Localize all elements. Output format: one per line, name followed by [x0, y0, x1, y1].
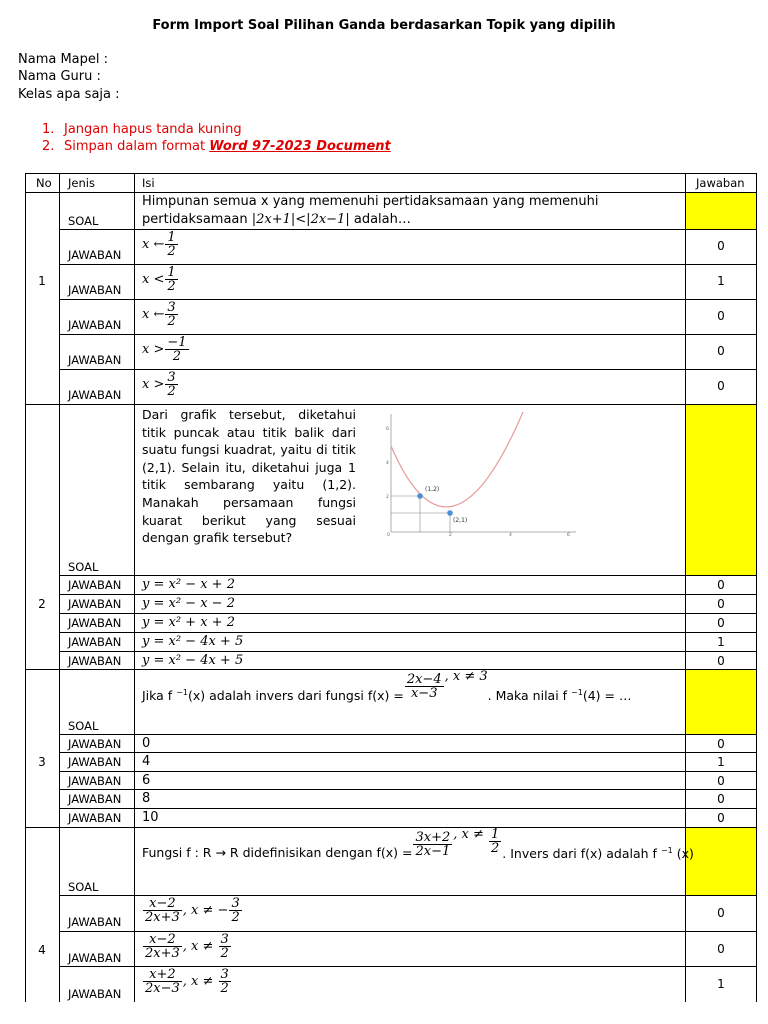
q1-a1-label: JAWABAN: [68, 248, 122, 262]
q3-a3-value[interactable]: 0: [717, 774, 725, 788]
answer-key-cell-1[interactable]: [686, 193, 756, 230]
q3-a2-label: JAWABAN: [68, 755, 122, 769]
q4-a1-den: 2x+3: [145, 910, 180, 925]
q3-condition: , x ≠ 3: [444, 669, 488, 684]
q3-a3-text: 6: [142, 773, 151, 788]
q4-cond-num: 1: [491, 827, 500, 842]
header-jenis: Jenis: [68, 176, 95, 190]
q1-a3-frac: [165, 301, 177, 328]
form-title: Form Import Soal Pilihan Ganda berdasarkan Topik yang dipilih: [152, 18, 616, 33]
q3-a4-label: JAWABAN: [68, 792, 122, 806]
q1-a5-expr: [142, 371, 179, 398]
q4-cond-fraction: [489, 828, 501, 855]
nama-guru-label: Nama Guru :: [18, 69, 101, 84]
q4-a1-value[interactable]: 0: [717, 906, 725, 920]
q1-a1-frac: [165, 231, 177, 258]
q2-a5-expr: y = x² − 4x + 5: [142, 653, 244, 668]
q4-a3-cden: 2: [220, 981, 229, 996]
q4-a3-den: 2x−3: [145, 981, 180, 996]
q1-a3-num: 3: [167, 300, 176, 315]
q2-a2-expr: y = x² − x − 2: [142, 596, 235, 611]
q1-a4-num: −1: [167, 335, 187, 350]
q4-a3-label: JAWABAN: [68, 987, 122, 1001]
q3-soal-pre: Jika f: [142, 688, 177, 704]
q2-a3-value[interactable]: 0: [717, 616, 725, 630]
q4-cond-pre: , x ≠: [453, 827, 489, 842]
instruction-1-number: 1.: [42, 122, 55, 137]
graph-x-tick-2: 2: [449, 533, 452, 538]
q2-a1-label: JAWABAN: [68, 578, 122, 592]
q1-soal-line1: Himpunan semua x yang memenuhi pertidaksamaan yang memenuhi: [142, 194, 599, 209]
q2-a3-label: JAWABAN: [68, 616, 122, 630]
q1-a1-pre: x ←: [142, 237, 165, 252]
q1-soal-expression: |2x+1|<|2x−1|: [251, 212, 350, 227]
q4-function-fraction: [413, 831, 452, 858]
q4-a2-expr: [142, 933, 232, 960]
q1-a2-label: JAWABAN: [68, 283, 122, 297]
q3-soal-post-wrap: [488, 686, 632, 703]
q2-a5-value[interactable]: 0: [717, 654, 725, 668]
q1-a2-expr: [142, 266, 179, 293]
q4-soal-post-sup: −1: [660, 846, 673, 855]
q4-a3-frac: [143, 968, 182, 995]
q4-a2-cnum: 3: [220, 932, 229, 947]
q3-a3-label: JAWABAN: [68, 774, 122, 788]
word-format-link: Word 97-2023 Document: [209, 139, 391, 154]
q3-a1-value[interactable]: 0: [717, 737, 725, 751]
q2-soal-label: SOAL: [68, 560, 99, 574]
q3-soal-mid: (x) adalah invers dari fungsi f(x) =: [187, 688, 404, 704]
graph-point-1-2: [417, 493, 423, 499]
q3-a1-label: JAWABAN: [68, 737, 122, 751]
q1-soal-line2-post: adalah…: [349, 212, 411, 227]
q1-a4-den: 2: [165, 349, 188, 363]
q4-a2-num: x−2: [149, 932, 176, 947]
answer-key-cell-2[interactable]: [686, 405, 756, 575]
q2-a1-value[interactable]: 0: [717, 578, 725, 592]
q4-a1-cden: 2: [231, 910, 240, 925]
q4-a3-expr: [142, 968, 232, 995]
q1-a5-frac: [165, 371, 177, 398]
q1-a3-den: 2: [167, 314, 176, 329]
q4-a1-expr: [142, 897, 243, 924]
instruction-2-text: Simpan dalam format: [64, 139, 210, 154]
q1-a4-value[interactable]: 0: [717, 344, 725, 358]
q3-a5-label: JAWABAN: [68, 811, 122, 825]
q2-soal-text: Dari grafik tersebut, diketahui titik puncak atau titik balik dari suatu fungsi kuadrat, yaitu di titik (2,1). Selain itu, diketahui juga 1 titik sembarang yaitu (1,2). Manakah persamaan fungsi kuarat berikut yang sesuai dengan grafik tersebut?: [142, 407, 356, 546]
q1-a2-frac: [165, 266, 177, 293]
q2-a2-label: JAWABAN: [68, 597, 122, 611]
q4-soal-text: [142, 828, 694, 861]
q4-a1-cnum: 3: [231, 896, 240, 911]
q3-a4-text: 8: [142, 791, 151, 806]
q3-a5-value[interactable]: 0: [717, 811, 725, 825]
q4-a3-value[interactable]: 1: [717, 977, 725, 991]
q1-a3-label: JAWABAN: [68, 318, 122, 332]
q2-a3-expr: y = x² + x + 2: [142, 615, 235, 630]
q4-a3-num: x+2: [149, 967, 176, 982]
q1-soal-line2-pre: pertidaksamaan: [142, 212, 252, 227]
q1-a1-den: 2: [167, 244, 176, 259]
question-4-number: 4: [38, 943, 46, 957]
q4-soal-pre: Fungsi f : R → R didefinisikan dengan f(x) =: [142, 844, 413, 860]
q4-soal-post: (x): [672, 846, 694, 862]
q1-a2-value[interactable]: 1: [717, 274, 725, 288]
q4-a3-cond: , x ≠: [182, 974, 218, 989]
q1-a5-label: JAWABAN: [68, 388, 122, 402]
q4-a2-cond: , x ≠: [182, 939, 218, 954]
header-no: No: [36, 176, 52, 190]
q2-a4-label: JAWABAN: [68, 635, 122, 649]
q3-a4-value[interactable]: 0: [717, 792, 725, 806]
q1-a1-num: 1: [167, 230, 176, 245]
q1-soal-line2: [142, 211, 411, 228]
q1-a3-expr: [142, 301, 179, 328]
q3-function-fraction: [405, 673, 444, 700]
graph-label-1-2: (1,2): [425, 486, 440, 493]
q3-soal-pre-wrap: [142, 686, 404, 703]
header-isi: Isi: [142, 176, 155, 190]
q3-soal-sup: −1: [176, 688, 188, 697]
graph-y-tick-2: 2: [386, 495, 389, 500]
answer-key-cell-3[interactable]: [686, 670, 756, 734]
q4-a2-cond-frac: [219, 933, 231, 960]
nama-mapel-label: Nama Mapel :: [18, 52, 109, 67]
q3-soal-post-sup: −1: [571, 688, 583, 697]
graph-point-2-1: [447, 510, 453, 516]
q2-a5-label: JAWABAN: [68, 654, 122, 668]
q1-a4-pre: x >: [142, 342, 165, 357]
q3-soal-text: [142, 670, 631, 703]
q3-soal-post-pre: . Maka nilai f: [487, 688, 572, 704]
q4-cond-den: 2: [491, 841, 500, 856]
q2-a4-value[interactable]: 1: [717, 635, 725, 649]
q1-a5-num: 3: [167, 370, 176, 385]
q1-a5-value[interactable]: 0: [717, 379, 725, 393]
answer-key-cell-4[interactable]: [686, 828, 756, 895]
q1-a4-expr: [142, 336, 190, 363]
q3-soal-post: (4) = …: [582, 688, 632, 704]
q4-a1-num: x−2: [149, 896, 176, 911]
q2-a1-expr: y = x² − x + 2: [142, 577, 235, 592]
q3-a1-text: 0: [142, 736, 151, 751]
instruction-1-text: Jangan hapus tanda kuning: [64, 122, 242, 137]
q1-a1-value[interactable]: 0: [717, 239, 725, 253]
q1-a2-pre: x <: [142, 272, 165, 287]
q1-a3-pre: x ←: [142, 307, 165, 322]
graph-x-tick-4: 4: [509, 533, 512, 538]
q4-a2-value[interactable]: 0: [717, 942, 725, 956]
question-1-number: 1: [38, 274, 46, 288]
q4-a1-cond-frac: [229, 897, 241, 924]
graph-y-tick-6: 6: [386, 427, 389, 432]
q1-a5-den: 2: [167, 384, 176, 399]
q2-a2-value[interactable]: 0: [717, 597, 725, 611]
q4-soal-post-wrap: [502, 844, 694, 861]
q3-frac-den: x−3: [405, 686, 444, 700]
q3-soal-label: SOAL: [68, 719, 99, 733]
q4-soal-label: SOAL: [68, 880, 99, 894]
graph-x-tick-0: 0: [387, 533, 390, 538]
graph-parabola-curve: [391, 412, 523, 507]
q4-a1-cond: , x ≠ −: [182, 903, 229, 918]
q3-a5-text: 10: [142, 810, 159, 825]
q4-a3-cond-frac: [219, 968, 231, 995]
q2-a4-expr: y = x² − 4x + 5: [142, 634, 244, 649]
q1-a4-label: JAWABAN: [68, 353, 122, 367]
q4-a2-label: JAWABAN: [68, 951, 122, 965]
q1-a2-den: 2: [167, 279, 176, 294]
q4-a1-frac: [143, 897, 182, 924]
q3-a2-text: 4: [142, 754, 151, 769]
q4-frac-num: 3x+2: [415, 830, 451, 846]
q4-frac-den: 2x−1: [415, 844, 451, 860]
q4-a1-label: JAWABAN: [68, 915, 122, 929]
graph-label-2-1: (2,1): [453, 517, 468, 524]
q2-parabola-graph: [380, 408, 580, 548]
q4-a2-cden: 2: [220, 946, 229, 961]
q4-a2-frac: [143, 933, 182, 960]
header-jawaban: Jawaban: [696, 176, 745, 190]
question-3-number: 3: [38, 755, 46, 769]
instruction-2-text-wrap: [64, 139, 391, 154]
question-2-number: 2: [38, 597, 46, 611]
graph-y-tick-4: 4: [386, 461, 389, 466]
q3-a2-value[interactable]: 1: [717, 755, 725, 769]
q1-a4-frac: [165, 336, 188, 363]
q4-a2-den: 2x+3: [145, 946, 180, 961]
q4-soal-post-pre: . Invers dari f(x) adalah f: [502, 846, 661, 862]
q1-a2-num: 1: [167, 265, 176, 280]
graph-x-tick-6: 6: [567, 533, 570, 538]
q1-a1-expr: [142, 231, 179, 258]
q1-a5-pre: x >: [142, 377, 165, 392]
instruction-2-number: 2.: [42, 139, 55, 154]
q3-frac-num: 2x−4: [406, 672, 442, 688]
q4-a3-cnum: 3: [220, 967, 229, 982]
q1-soal-label: SOAL: [68, 214, 99, 228]
q1-a3-value[interactable]: 0: [717, 309, 725, 323]
kelas-label: Kelas apa saja :: [18, 87, 120, 102]
